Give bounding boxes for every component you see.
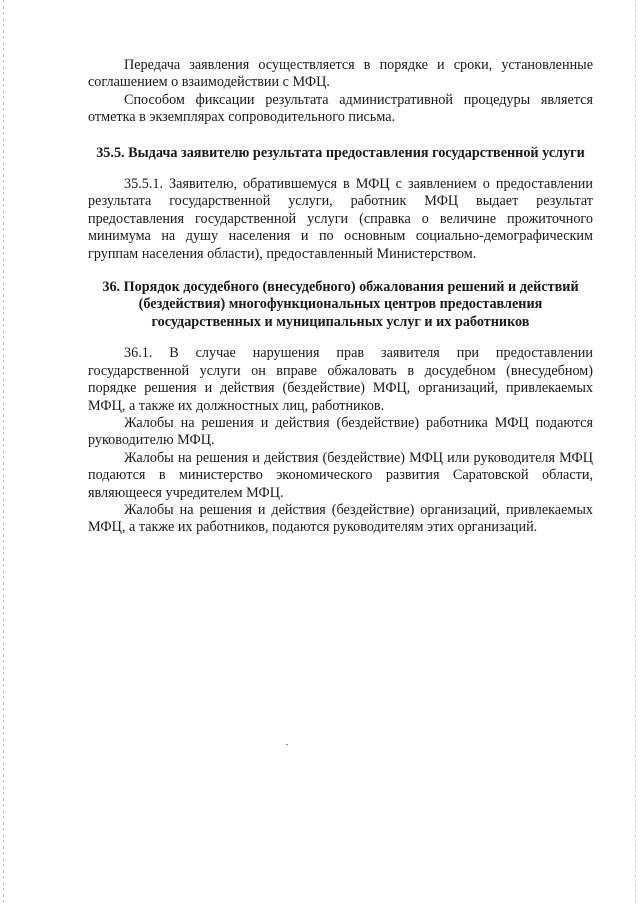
paragraph-complaints-employee: Жалобы на решения и действия (бездействие) работника МФЦ подаются руководителю МФЦ. — [88, 414, 593, 449]
paragraph-35-5-1: 35.5.1. Заявителю, обратившемуся в МФЦ с заявлением о предоставлении результата государственной услуги, работник МФЦ выдает результат предоставления государственной услуги (справка о величине прожиточного минимума на душу населения и по основным социально-демографическим группам населения области), предоставленный Министерством. — [88, 176, 593, 262]
paragraph-complaints-organizations: Жалобы на решения и действия (бездействие) организаций, привлекаемых МФЦ, а также их работников, подаются руководителям этих организаций. — [88, 501, 593, 536]
document-body — [88, 57, 593, 537]
paragraph-complaints-mfc: Жалобы на решения и действия (бездействие) МФЦ или руководителя МФЦ подаются в министерство экономического развития Саратовской области, являющееся учредителем МФЦ. — [88, 449, 593, 501]
paragraph-36-1: 36.1. В случае нарушения прав заявителя при предоставлении государственной услуги он вправе обжаловать в досудебном (внесудебном) порядке решения и действия (бездействие) МФЦ, организаций, привлекаемых МФЦ, а также их должностных лиц, работников. — [88, 345, 593, 414]
section-36-heading: 36. Порядок досудебного (внесудебного) обжалования решений и действий (бездействия) многофункциональных центров предоставления государственных и муниципальных услуг и их работников — [102, 279, 579, 330]
section-35-5-heading: 35.5. Выдача заявителю результата предоставления государственной услуги — [96, 144, 585, 161]
scan-dot-mark — [286, 744, 288, 745]
paragraph-fixation-method: Способом фиксации результата административной процедуры является отметка в экземплярах сопроводительного письма. — [88, 91, 593, 126]
scan-edge-left — [3, 0, 4, 905]
paragraph-transfer-procedure: Передача заявления осуществляется в порядке и сроки, установленные соглашением о взаимодействии с МФЦ. — [88, 57, 593, 91]
scan-edge-right — [635, 0, 636, 905]
